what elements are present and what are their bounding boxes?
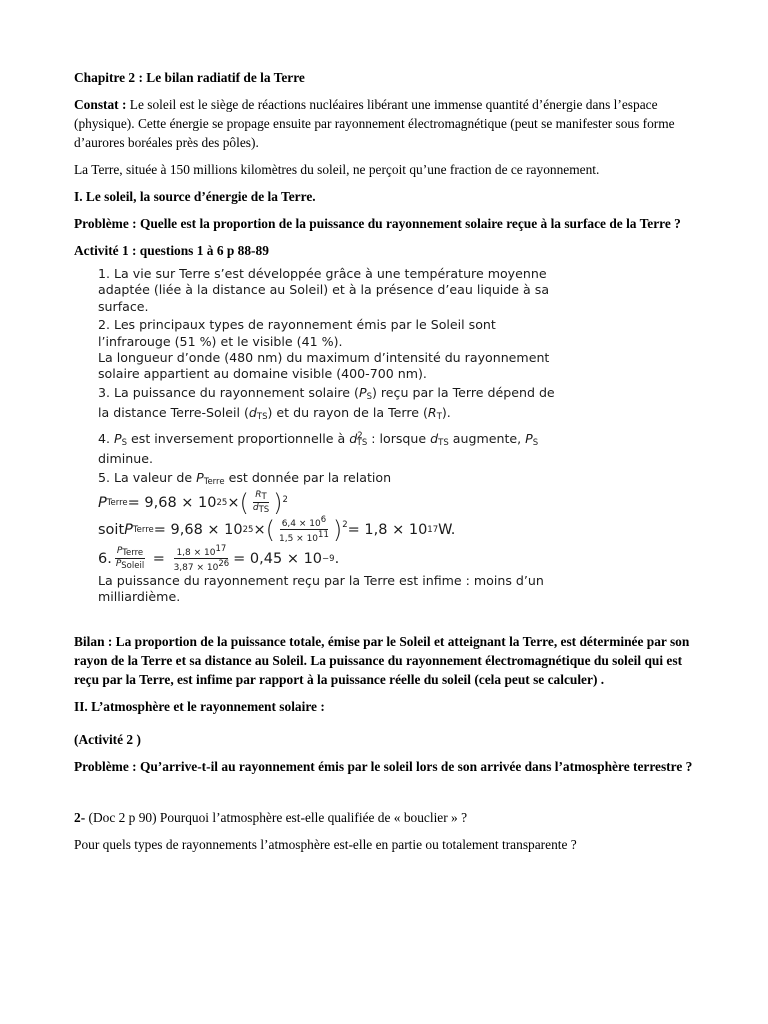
constat-paragraph — [74, 95, 702, 152]
document-page — [74, 66, 702, 854]
constat-text: Le soleil est le siège de réactions nucléaires libérant une immense quantité d’énergie dans l’espace (physique). Cette énergie se propage ensuite par rayonnement électromagnétique (peut se manifester sous forme d’aurores boréales près des pôles). — [74, 97, 675, 150]
question-2 — [74, 808, 702, 827]
constat-label: Constat : — [74, 97, 127, 112]
answer-2a: 2. Les principaux types de rayonnement émis par le Soleil sont l’infrarouge (51 %) et le visible (41 %). — [98, 317, 496, 349]
probleme-1: Problème : Quelle est la proportion de la puissance du rayonnement solaire reçue à la surface de la Terre ? — [74, 216, 681, 231]
answer-3: 3. La puissance du rayonnement solaire $(P_S)$ reçu par la Terre dépend de la distance Terre-Soleil $(d_{TS})$ et du rayon de la Terre $(R_T)$. — [98, 384, 555, 423]
bilan-paragraph: Bilan : La proportion de la puissance totale, émise par le Soleil et atteignant la Terre, est déterminée par son rayon de la Terre et sa distance au Soleil. La puissance du rayonnement électromagnétique du soleil qui est reçu par la Terre, est infime par rapport à la puissance réelle du soleil (cela peut se calculer) . — [74, 633, 690, 687]
equation-3: 6. $\frac{P_{Terre}}{P_{Soleil}}$ = $\frac{1,8 \times 10^{17}}{3,87 \times 10^{26}}$ = 0,45 × 10 −9 . — [98, 544, 340, 574]
equation-2: soit P Terre = 9,68 × 10 25 × ( $\frac{6,4 \times 10^6}{1,5 \times 10^{11}}$ ) $^2$ = 1,8 × 10 17 W. — [98, 515, 456, 545]
answer-6-text: La puissance du rayonnement reçu par la Terre est infime : moins d’un milliardième. — [98, 573, 544, 605]
terre-paragraph: La Terre, située à 150 millions kilomètres du soleil, ne perçoit qu’une fraction de ce rayonnement. — [74, 162, 600, 177]
question-2-number: 2- — [74, 809, 86, 825]
question-2-text: (Doc 2 p 90) Pourquoi l’atmosphère est-elle qualifiée de « bouclier » ? — [85, 809, 468, 825]
answer-5: 5. La valeur de $P_{Terre}$ est donnée par la relation — [98, 469, 392, 487]
question-3: Pour quels types de rayonnements l’atmosphère est-elle en partie ou totalement transparente ? — [74, 836, 577, 852]
activite-2: (Activité 2 ) — [74, 731, 141, 747]
equation-1: P Terre = 9,68 × 10 25 × ( $\frac{R_T}{d_{TS}}$ ) 2 — [98, 488, 288, 517]
answer-2b: La longueur d’onde (480 nm) du maximum d’intensité du rayonnement solaire appartient au domaine visible (400-700 nm). — [98, 350, 550, 382]
activite-1: Activité 1 : questions 1 à 6 p 88-89 — [74, 243, 269, 258]
answer-1: 1. La vie sur Terre s’est développée grâce à une température moyenne adaptée (liée à la distance au Soleil) et à la présence d’eau liquide à sa surface. — [98, 266, 550, 314]
section-1-heading: I. Le soleil, la source d’énergie de la Terre. — [74, 189, 316, 204]
probleme-2: Problème : Qu’arrive-t-il au rayonnement émis par le soleil lors de son arrivée dans l’atmosphère terrestre ? — [74, 758, 693, 774]
section-2-heading: II. L’atmosphère et le rayonnement solaire : — [74, 698, 325, 714]
answer-4: 4. $P_S$ est inversement proportionnelle à $d^2_{TS}$ : lorsque $d_{TS}$ augmente, $P_S$ diminue. — [98, 430, 539, 467]
activity-answers-image — [98, 266, 558, 606]
chapter-title: Chapitre 2 : Le bilan radiatif de la Terre — [74, 70, 305, 85]
